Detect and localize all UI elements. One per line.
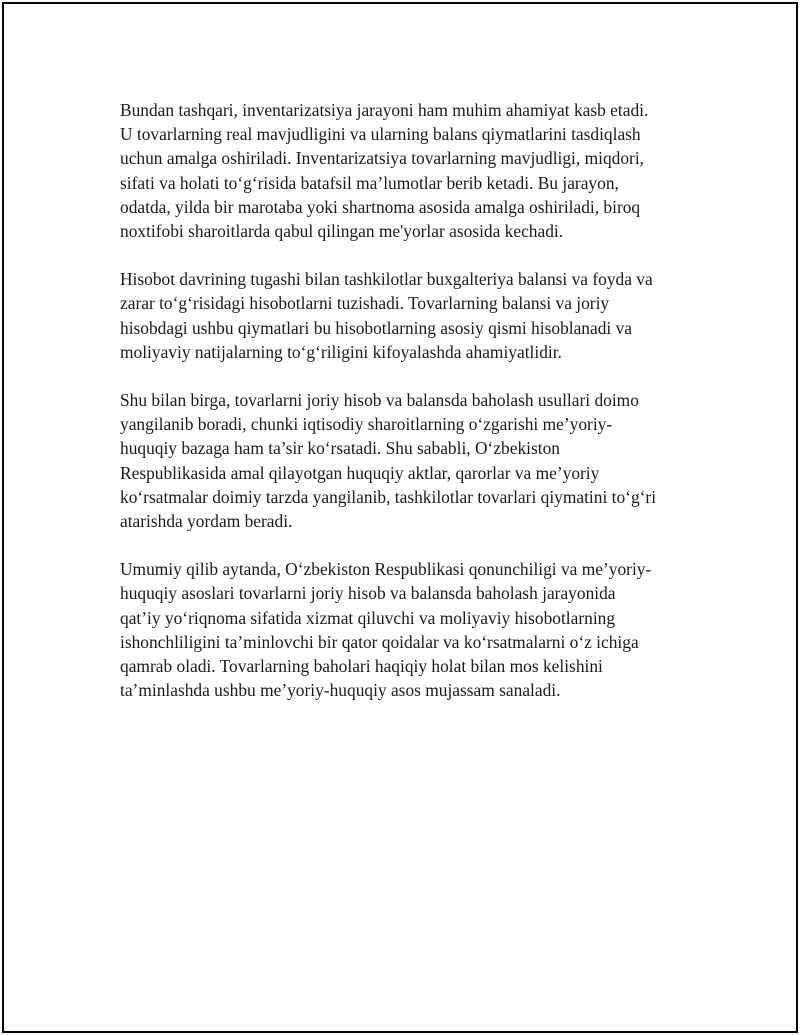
text-line: moliyaviy natijalarning to‘g‘riligini kifoyalashda ahamiyatlidir.	[120, 341, 562, 362]
text-line: hisobdagi ushbu qiymatlari bu hisobotlarning asosiy qismi hisoblanadi va	[120, 317, 633, 338]
text-line: Respublikasida amal qilayotgan huquqiy aktlar, qarorlar va me’yoriy	[120, 462, 600, 483]
paragraph-hisobot	[120, 267, 710, 364]
text-line: Bundan tashqari, inventarizatsiya jarayoni ham muhim ahamiyat kasb etadi.	[120, 100, 649, 120]
text-line: zarar to‘g‘risidagi hisobotlarni tuzishadi. Tovarlarning balansi va joriy	[120, 293, 610, 314]
text-line: U tovarlarning real mavjudligini va ularning balans qiymatlarini tasdiqlash	[120, 124, 641, 145]
text-line: qamrab oladi. Tovarlarning baholari haqiqiy holat bilan mos kelishini	[120, 656, 603, 677]
text-line: sifati va holati to‘g‘risida batafsil ma’lumotlar berib ketadi. Bu jarayon,	[120, 172, 619, 193]
text-line: huquqiy bazaga ham ta’sir ko‘rsatadi. Shu sababli, O‘zbekiston	[120, 438, 560, 459]
paragraph-inventarizatsiya	[120, 98, 710, 243]
text-line: yangilanib boradi, chunki iqtisodiy sharoitlarning o‘zgarishi me’yoriy-	[120, 414, 613, 435]
text-line: Umumiy qilib aytanda, O‘zbekiston Respublikasi qonunchiligi va me’yoriy-	[120, 559, 652, 580]
text-line: noxtifobi sharoitlarda qabul qilingan me'yorlar asosida kechadi.	[120, 221, 564, 242]
text-line: odatda, yilda bir marotaba yoki shartnoma asosida amalga oshiriladi, biroq	[120, 196, 641, 217]
text-line: ta’minlashda ushbu me’yoriy-huquqiy asos mujassam sanaladi.	[120, 680, 561, 701]
document-body	[120, 98, 710, 726]
text-line: ishonchliligini ta’minlovchi bir qator qoidalar va ko‘rsatmalarni o‘z ichiga	[120, 631, 639, 652]
text-line: qat’iy yo‘riqnoma sifatida xizmat qiluvchi va moliyaviy hisobotlarning	[120, 607, 616, 628]
text-line: huquqiy asoslari tovarlarni joriy hisob va balansda baholash jarayonida	[120, 583, 616, 604]
paragraph-xulosa	[120, 557, 710, 702]
text-line: atarishda yordam beradi.	[120, 511, 293, 532]
document-page	[2, 2, 798, 1033]
text-line: uchun amalga oshiriladi. Inventarizatsiya tovarlarning mavjudligi, miqdori,	[120, 148, 644, 169]
text-line: ko‘rsatmalar doimiy tarzda yangilanib, tashkilotlar tovarlari qiymatini to‘g‘ri	[120, 486, 657, 507]
text-line: Hisobot davrining tugashi bilan tashkilotlar buxgalteriya balansi va foyda va	[120, 269, 653, 290]
paragraph-baholash-usullari	[120, 388, 710, 533]
text-line: Shu bilan birga, tovarlarni joriy hisob va balansda baholash usullari doimo	[120, 390, 639, 411]
